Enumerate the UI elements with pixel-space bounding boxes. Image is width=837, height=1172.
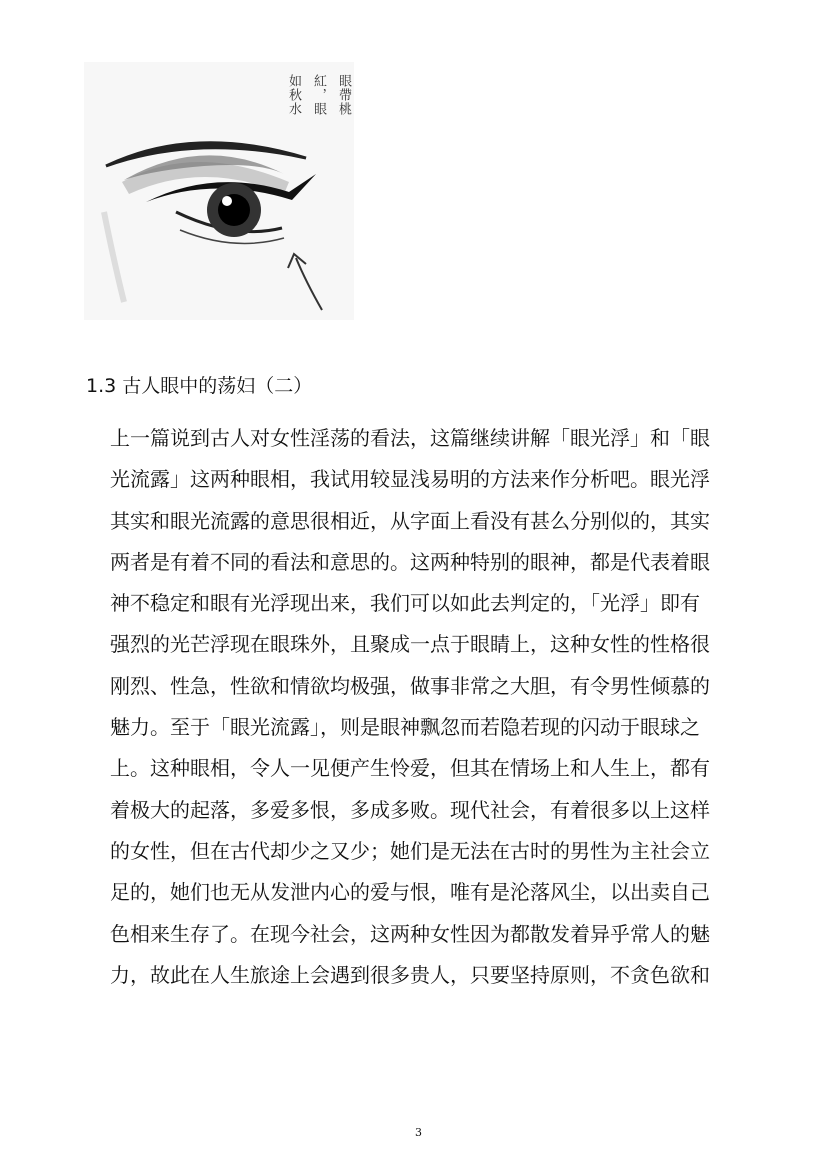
section-title: 1.3 古人眼中的荡妇（二） (86, 375, 313, 397)
text-line: 刚烈、性急，性欲和情欲均极强，做事非常之大胆，有令男性倾慕的 (110, 673, 710, 698)
text-line: 强烈的光芒浮现在眼珠外，且聚成一点于眼睛上，这种女性的性格很 (110, 632, 710, 657)
eye-illustration (84, 62, 354, 320)
text-line: 两者是有着不同的看法和意思的。这两种特别的眼神，都是代表着眼 (110, 549, 710, 574)
text-line: 的女性，但在古代却少之又少；她们是无法在古时的男性为主社会立 (110, 838, 710, 863)
text-line: 上。这种眼相，令人一见便产生怜爱，但其在情场上和人生上，都有 (110, 756, 710, 781)
text-line: 力，故此在人生旅途上会遇到很多贵人，只要坚持原则，不贪色欲和 (110, 962, 710, 987)
text-line: 上一篇说到古人对女性淫荡的看法，这篇继续讲解「眼光浮」和「眼 (110, 426, 710, 450)
figure-caption-column-1: 眼帶桃 (336, 74, 351, 116)
text-line: 色相来生存了。在现今社会，这两种女性因为都散发着异乎常人的魅 (110, 921, 710, 946)
page-number: 3 (415, 1126, 422, 1139)
text-line: 神不稳定和眼有光浮现出来，我们可以如此去判定的，「光浮」即有 (110, 591, 700, 616)
text-line: 着极大的起落，多爱多恨，多成多败。现代社会，有着很多以上这样 (110, 797, 710, 822)
text-line: 魅力。至于「眼光流露」，则是眼神飘忽而若隐若现的闪动于眼球之 (110, 715, 700, 740)
figure-caption-column-2: 紅，眼 (311, 74, 326, 116)
body-paragraph (110, 418, 786, 996)
figure-caption-column-3: 如秋水 (286, 74, 301, 116)
text-line: 光流露」这两种眼相，我试用较显浅易明的方法来作分析吧。眼光浮 (110, 467, 710, 492)
text-line: 其实和眼光流露的意思很相近，从字面上看没有甚么分别似的，其实 (110, 508, 710, 533)
text-line: 足的，她们也无从发泄内心的爱与恨，唯有是沦落风尘，以出卖自己 (110, 880, 710, 905)
